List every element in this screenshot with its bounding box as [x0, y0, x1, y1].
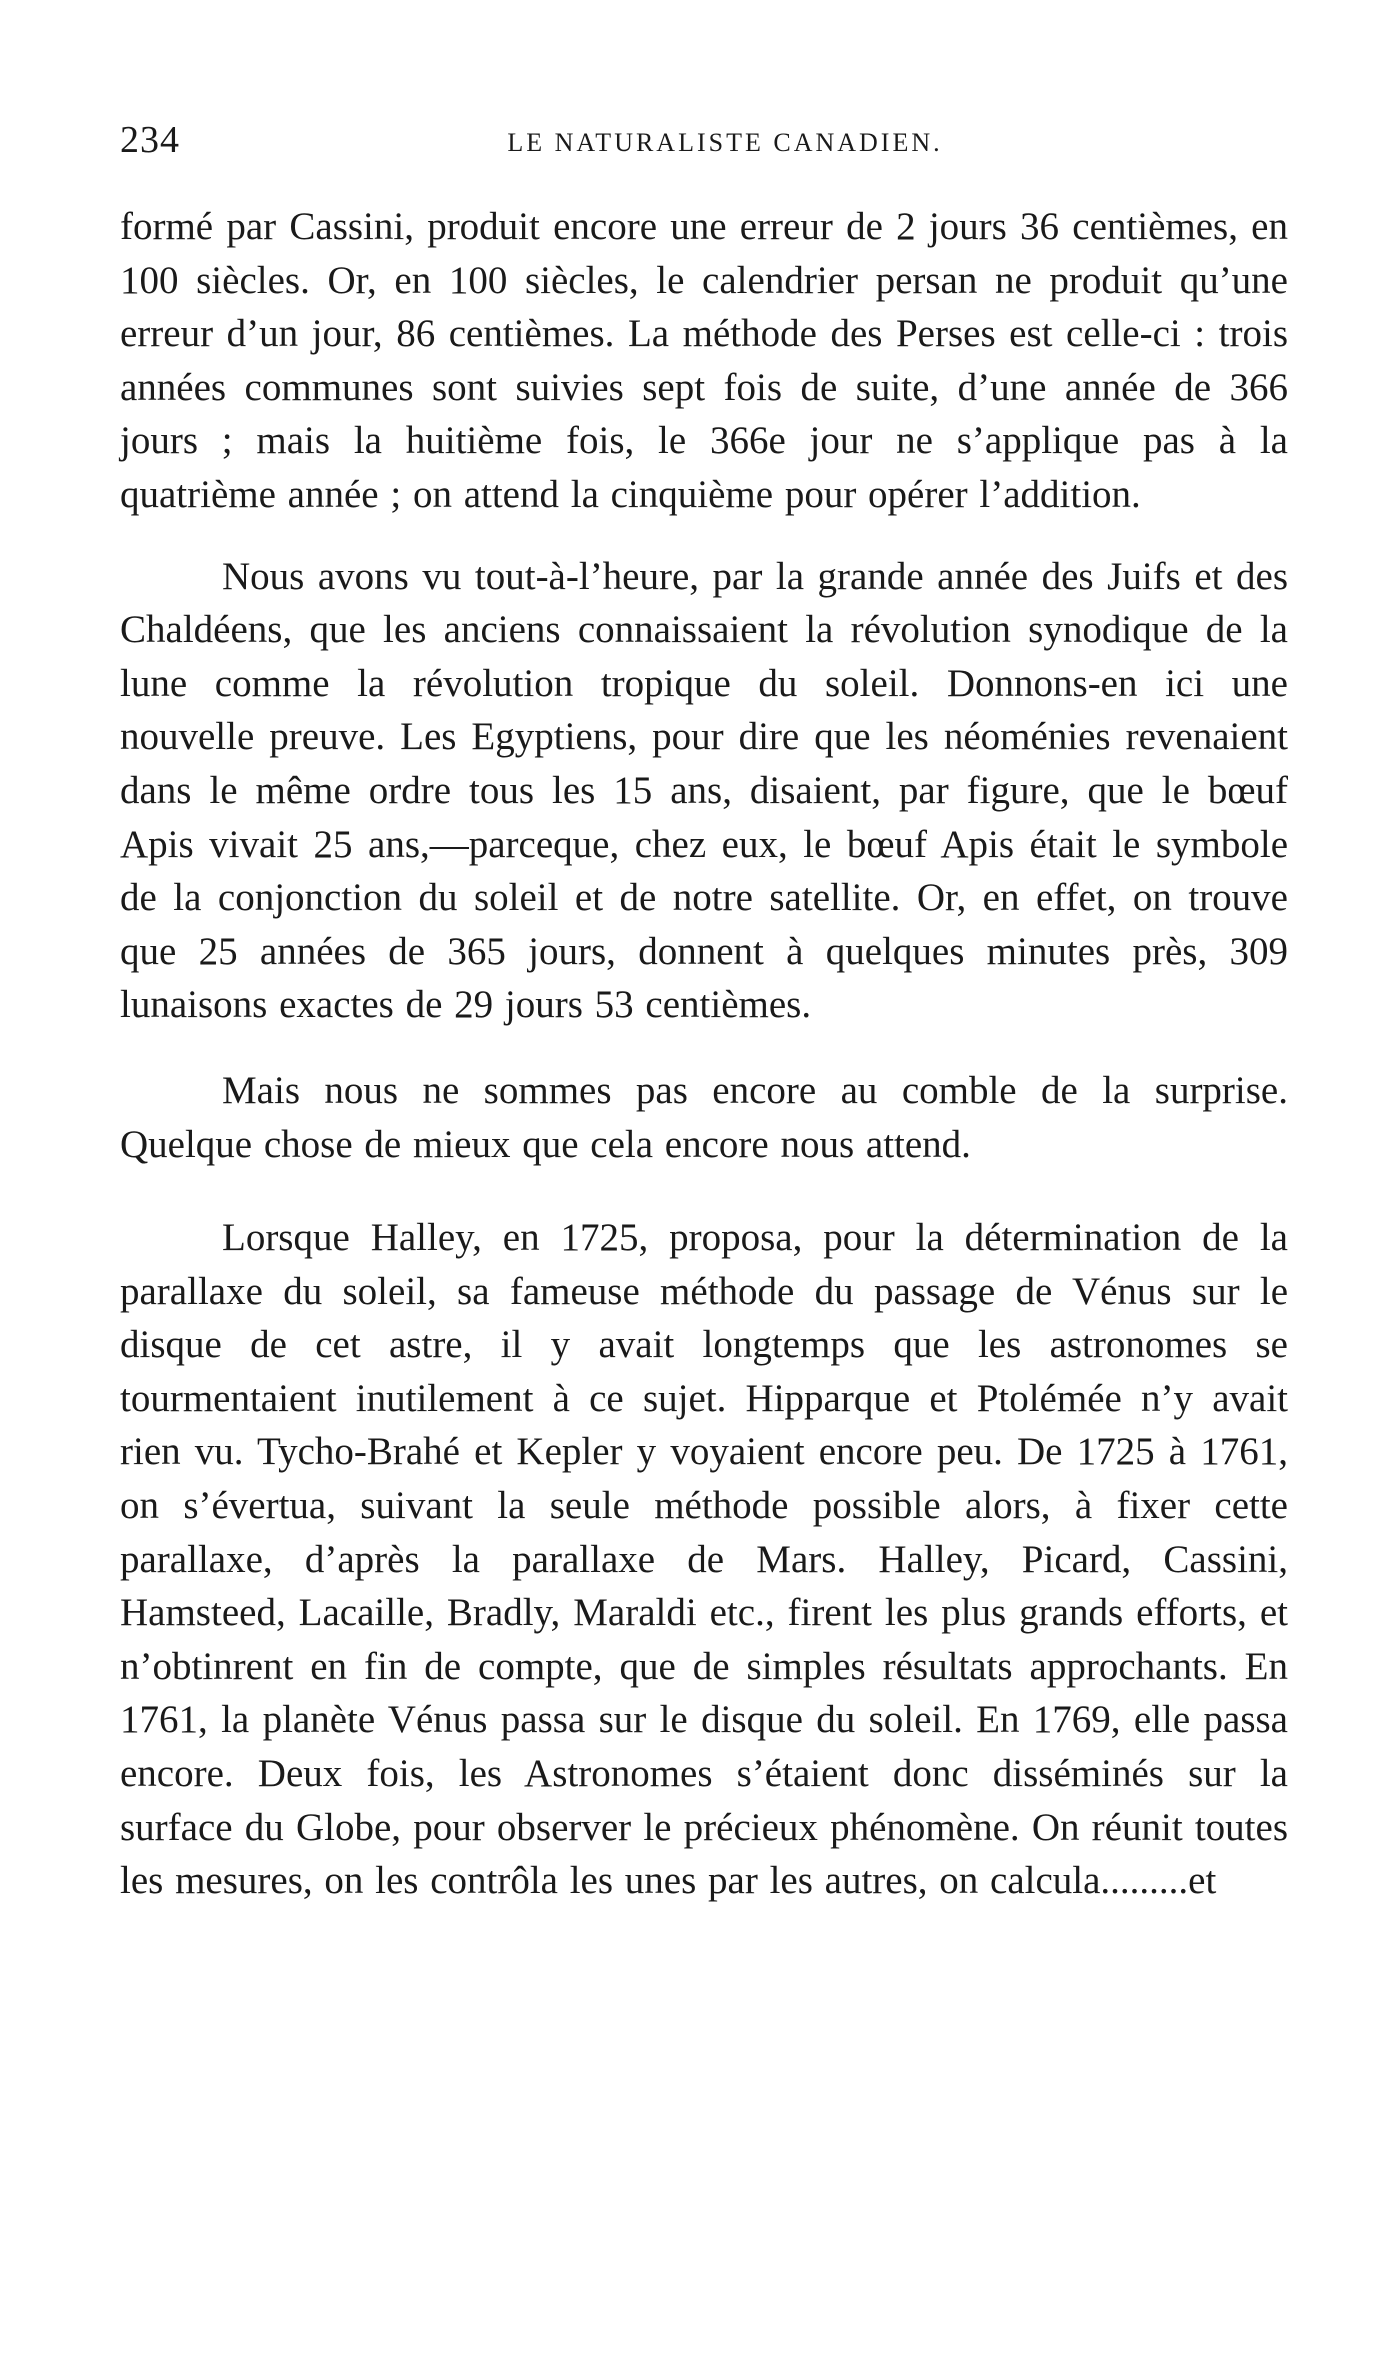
- body-text: [120, 200, 1288, 1908]
- paragraph-halley: Lorsque Halley, en 1725, proposa, pour la détermination de la parallaxe du soleil, sa fameuse méthode du passage de Vénus sur le disque de cet astre, il y avait longtemps que les astronomes se tourmentaient inutilement à ce sujet. Hipparque et Ptolémée n’y avait rien vu. Tycho-Brahé et Kepler y voyaient encore peu. De 1725 à 1761, on s’évertua, suivant la seule méthode possible alors, à fixer cette parallaxe, d’après la parallaxe de Mars. Halley, Picard, Cassini, Hamsteed, Lacaille, Bradly, Maraldi etc., firent les plus grands efforts, et n’obtinrent en fin de compte, que de simples résultats approchants. En 1761, la planète Vénus passa sur le disque du soleil. En 1769, elle passa encore. Deux fois, les Astronomes s’étaient donc disséminés sur la surface du Globe, pour observer le précieux phénomène. On réunit toutes les mesures, on les contrôla les unes par les autres, on calcula.........et: [120, 1216, 1288, 1903]
- paragraph-continuation: formé par Cassini, produit encore une erreur de 2 jours 36 centièmes, en 100 siècles. Or, en 100 siècles, le calendrier persan ne produit qu’une erreur d’un jour, 86 centièmes. La méthode des Perses est celle-ci : trois années communes sont suivies sept fois de suite, d’une année de 366 jours ; mais la huitième fois, le 366e jour ne s’applique pas à la quatrième année ; on attend la cinquième pour opérer l’addition.: [120, 205, 1288, 516]
- paragraph-surprise: Mais nous ne sommes pas encore au comble de la surprise. Quelque chose de mieux que cela encore nous attend.: [120, 1068, 1288, 1166]
- page-number: 234: [120, 119, 180, 161]
- journal-title: LE NATURALISTE CANADIEN.: [507, 128, 943, 157]
- running-head: [120, 118, 1290, 161]
- paragraph-apis: Nous avons vu tout-à-l’heure, par la grande année des Juifs et des Chaldéens, que les anciens connaissaient la révolution synodique de la lune comme la révolution tropique du soleil. Donnons-en ici une nouvelle preuve. Les Egyptiens, pour dire que les néoménies revenaient dans le même ordre tous les 15 ans, disaient, par figure, que le bœuf Apis vivait 25 ans,—parceque, chez eux, le bœuf Apis était le symbole de la conjonction du soleil et de notre satellite. Or, en effet, on trouve que 25 années de 365 jours, donnent à quelques minutes près, 309 lunaisons exactes de 29 jours 53 centièmes.: [120, 554, 1288, 1027]
